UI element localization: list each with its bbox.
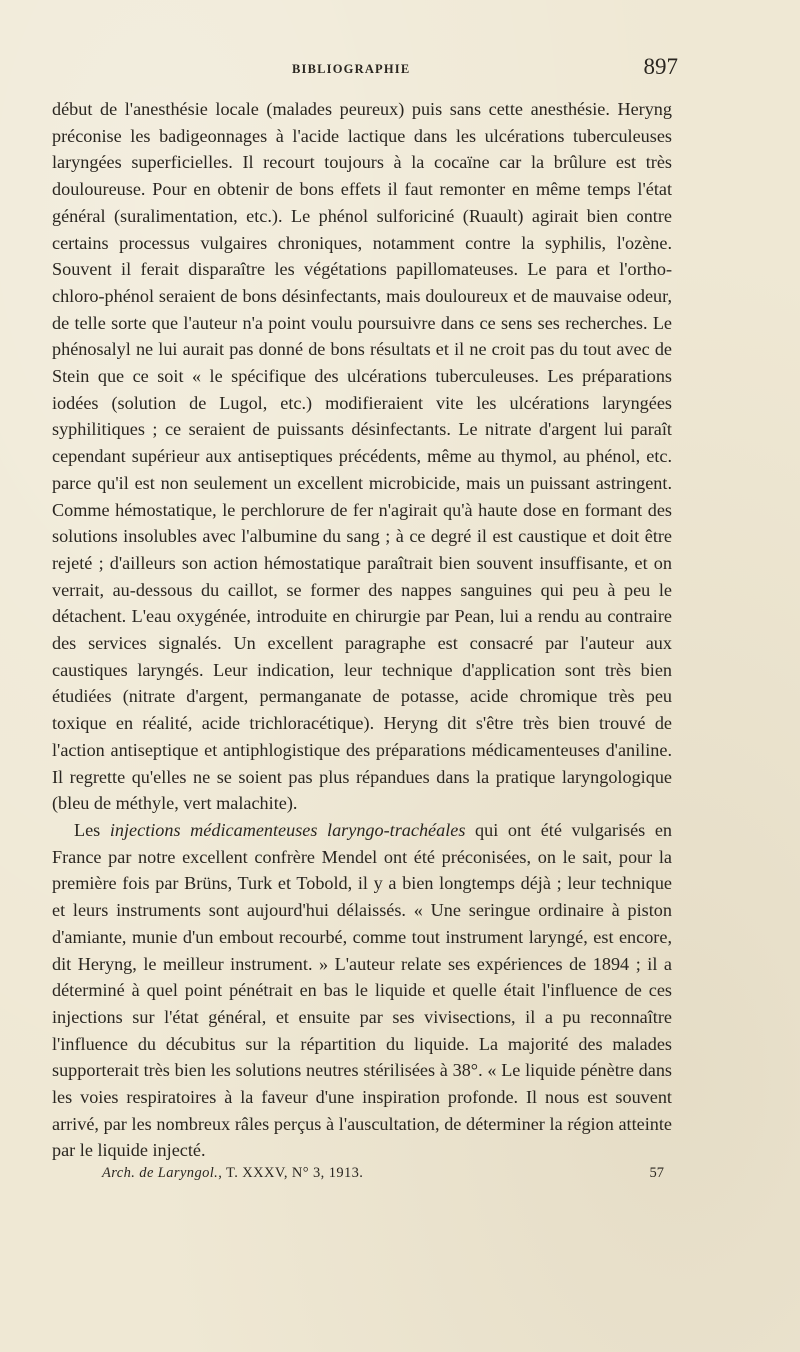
page-header xyxy=(52,50,678,92)
running-head: BIBLIOGRAPHIE xyxy=(292,62,411,76)
page-number: 897 xyxy=(643,54,678,79)
paragraph-lead: Les xyxy=(74,819,110,840)
journal-citation xyxy=(102,1165,363,1182)
paragraph-injections xyxy=(52,817,672,1164)
emphasized-term: injections médicamenteuses laryngo-trachéales xyxy=(109,819,466,840)
journal-title: Arch. de Laryngol. xyxy=(102,1165,219,1182)
document-page xyxy=(52,50,678,1189)
paragraph-anesthesia-treatments: début de l'anesthésie locale (malades peureux) puis sans cette anesthésie. Heryng préconise les badigeonnages à l'acide lactique dans les ulcérations tuberculeuses laryngées superficielles. Il recourt toujours à la cocaïne car la brûlure est très douloureuse. Pour en obtenir de bons effets il faut remonter en même temps l'état général (suralimentation, etc.). Le phénol sulforiciné (Ruault) agirait bien contre certains processus vulgaires chroniques, notamment contre la syphilis, l'ozène. Souvent il ferait disparaître les végétations papillomateuses. Le para et l'ortho-chloro-phénol seraient de bons désinfectants, mais douloureux et de mauvaise odeur, de telle sorte que l'auteur n'a point voulu poursuivre dans ce sens ses recherches. Le phénosalyl ne lui aurait pas donné de bons résultats et il ne croit pas du tout avec de Stein que ce soit « le spécifique des ulcérations tuberculeuses. Les préparations iodées (solution de Lugol, etc.) modifieraient vite les ulcérations laryngées syphilitiques ; ce seraient de puissants désinfectants. Le nitrate d'argent lui paraît cependant supérieur aux antiseptiques précédents, même au thymol, au phénol, etc. parce qu'il est non seulement un excellent microbicide, mais un puissant astringent. Comme hémostatique, le perchlorure de fer n'agirait qu'à haute dose en formant des solutions insolubles avec l'albumine du sang ; à ce degré il est caustique et doit être rejeté ; d'ailleurs son action hémostatique paraîtrait bien souvent insuffisante, et on verrait, au-dessous du caillot, se former des nappes sanguines qui peu à peu le détachent. L'eau oxygénée, introduite en chirurgie par Pean, lui a rendu au contraire des services signalés. Un excellent paragraphe est consacré par l'auteur aux caustiques laryngés. Leur indication, leur technique d'application sont très bien étudiées (nitrate d'argent, permanganate de potasse, acide chromique très peu toxique en réalité, acide trichloracétique). Heryng dit s'être très bien trouvé de l'action antiseptique et antiphlogistique des préparations médicamenteuses d'aniline. Il regrette qu'elles ne se soient pas plus répandues dans la pratique laryngologique (bleu de méthyle, vert malachite). xyxy=(52,99,672,814)
page-footer xyxy=(52,1165,672,1189)
paragraph-rest: qui ont été vulgarisés en France par notre excellent confrère Mendel ont été préconisées, on le sait, pour la première fois par Brüns, Turk et Tobold, il y a bien longtemps déjà ; leur technique et leurs instruments sont aujourd'hui délaissés. « Une seringue ordinaire à piston d'amiante, munie d'un embout recourbé, comme tout instrument laryngé, est encore, dit Heryng, le meilleur instrument. » L'auteur relate ses expériences de 1894 ; il a déterminé à quel point pénétrait en bas le liquide et quelle était l'influence de ces injections sur l'état général, et ensuite par ses vivisections, il a pu reconnaître l'influence du décubitus sur la répartition du liquide. La majorité des malades supporterait très bien les solutions neutres stérilisées à 38°. « Le liquide pénètre dans les voies respiratoires à la faveur d'une inspiration profonde. Il nous est souvent arrivé, par les nombreux râles perçus à l'auscultation, de déterminer la région atteinte par le liquide injecté. xyxy=(52,819,672,1161)
signature-mark: 57 xyxy=(649,1165,664,1182)
journal-volume: , T. XXXV, N° 3, 1913. xyxy=(218,1165,364,1182)
body-text xyxy=(52,96,672,1164)
